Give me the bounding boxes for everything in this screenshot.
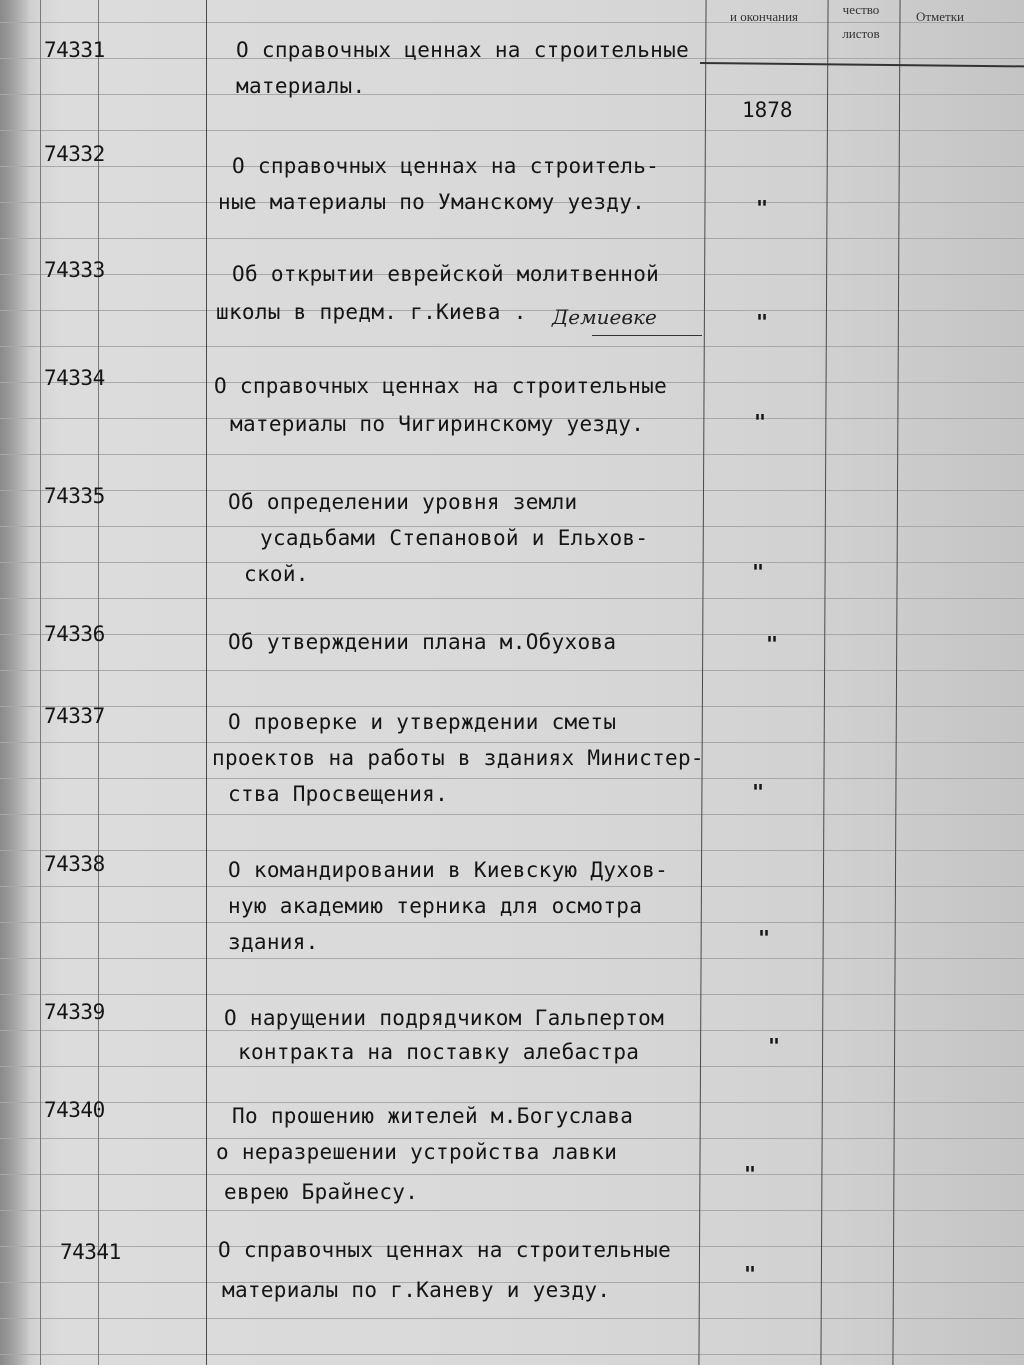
header-sheets-line2: листов <box>842 26 880 41</box>
ditto-mark: " <box>768 1034 781 1058</box>
entry-title-line: ные материалы по Уманскому уезду. <box>218 190 646 214</box>
entry-number: 74337 <box>44 704 105 728</box>
entry-number: 74340 <box>44 1098 105 1122</box>
title-column-line <box>206 0 207 1365</box>
ruled-line <box>0 742 1024 743</box>
entry-number: 74331 <box>44 38 105 62</box>
entry-title-line: О проверке и утверждении сметы <box>228 710 617 734</box>
entry-number: 74332 <box>44 142 105 166</box>
ditto-mark: " <box>766 632 779 656</box>
ruled-line <box>0 850 1024 851</box>
ruled-line <box>0 958 1024 959</box>
ruled-line <box>0 922 1024 923</box>
entry-title-line: О справочных ценнах на строительные <box>236 38 690 62</box>
handwritten-underline <box>592 335 702 336</box>
entry-title-line: О справочных ценнах на строительные <box>218 1238 672 1262</box>
entry-number: 74341 <box>60 1240 121 1264</box>
ruled-line <box>0 562 1024 563</box>
ruled-line <box>0 1174 1024 1175</box>
ruled-line <box>0 1318 1024 1319</box>
entry-title-line: О справочных ценнах на строитель- <box>232 154 660 178</box>
ruled-line <box>0 1066 1024 1067</box>
entry-title-line: контракта на поставку алебастра <box>238 1040 640 1064</box>
entry-title-line: о неразрешении устройства лавки <box>216 1140 618 1164</box>
entry-title-line: проектов на работы в зданиях Министер- <box>212 746 704 770</box>
entry-title-line: ства Просвещения. <box>228 782 449 806</box>
entry-title-line: ную академию терника для осмотра <box>228 894 643 918</box>
entry-title-line: О справочных ценнах на строительные <box>214 374 668 398</box>
entry-number: 74339 <box>44 1000 105 1024</box>
entry-title-line: О нарущении подрядчиком Гальпертом <box>224 1006 665 1030</box>
entry-title-line: ской. <box>244 562 309 586</box>
ditto-mark: " <box>754 410 767 434</box>
ruled-line <box>0 346 1024 347</box>
entry-title-line: здания. <box>228 930 319 954</box>
ruled-line <box>0 1102 1024 1103</box>
entry-number: 74338 <box>44 852 105 876</box>
ruled-line <box>0 1138 1024 1139</box>
ruled-line <box>0 454 1024 455</box>
ruled-line <box>0 886 1024 887</box>
ruled-line <box>0 994 1024 995</box>
entry-number: 74333 <box>44 258 105 282</box>
entry-number: 74335 <box>44 484 105 508</box>
number-column-line <box>98 0 99 1365</box>
entry-title-line: еврею Брайнесу. <box>224 1180 419 1204</box>
ruled-line <box>0 670 1024 671</box>
ruled-line <box>0 814 1024 815</box>
ditto-mark: " <box>752 780 765 804</box>
entry-title-line: По прошению жителей м.Богуслава <box>232 1104 634 1128</box>
page-binding-shadow <box>0 0 30 1365</box>
ruled-line <box>0 1030 1024 1031</box>
ruled-line <box>0 94 1024 95</box>
sheets-column-line <box>820 0 828 1365</box>
ruled-line <box>0 1210 1024 1211</box>
entry-title-line: Об открытии еврейской молитвенной <box>232 262 660 286</box>
ruled-line <box>0 706 1024 707</box>
ditto-mark: " <box>752 560 765 584</box>
entry-number: 74334 <box>44 366 105 390</box>
ruled-line <box>0 130 1024 131</box>
handwritten-annotation: Демиевке <box>552 305 657 329</box>
ditto-mark: " <box>756 196 769 220</box>
header-notes: Отметки <box>915 9 965 24</box>
entry-title-line: материалы. <box>236 74 366 98</box>
notes-column-line <box>892 0 900 1365</box>
ditto-mark: " <box>756 310 769 334</box>
entry-title-line: усадьбами Степановой и Ельхов- <box>260 526 649 550</box>
entry-title-line: Об определении уровня земли <box>228 490 578 514</box>
entry-title-line: О командировании в Киевскую Духов- <box>228 858 669 882</box>
entry-number: 74336 <box>44 622 105 646</box>
ruled-line <box>0 238 1024 239</box>
ruled-line <box>0 1354 1024 1355</box>
date-value: 1878 <box>742 98 793 122</box>
ditto-mark: " <box>758 926 771 950</box>
entry-title-line: материалы по г.Каневу и уезду. <box>222 1278 611 1302</box>
entry-title-line: Об утверждении плана м.Обухова <box>228 630 617 654</box>
dates-column-line <box>698 0 706 1365</box>
ruled-line <box>0 778 1024 779</box>
header-sheets-line1: чество <box>842 2 880 17</box>
left-margin-line <box>40 0 41 1365</box>
ditto-mark: " <box>744 1262 757 1286</box>
header-sheets <box>828 0 894 44</box>
ditto-mark: " <box>744 1162 757 1186</box>
entry-title-line: школы в предм. г.Киева . <box>216 300 527 324</box>
header-rule <box>700 62 1024 67</box>
header-dates: и окончания <box>729 9 799 24</box>
ruled-line <box>0 598 1024 599</box>
entry-title-line: материалы по Чигиринскому уезду. <box>230 412 645 436</box>
